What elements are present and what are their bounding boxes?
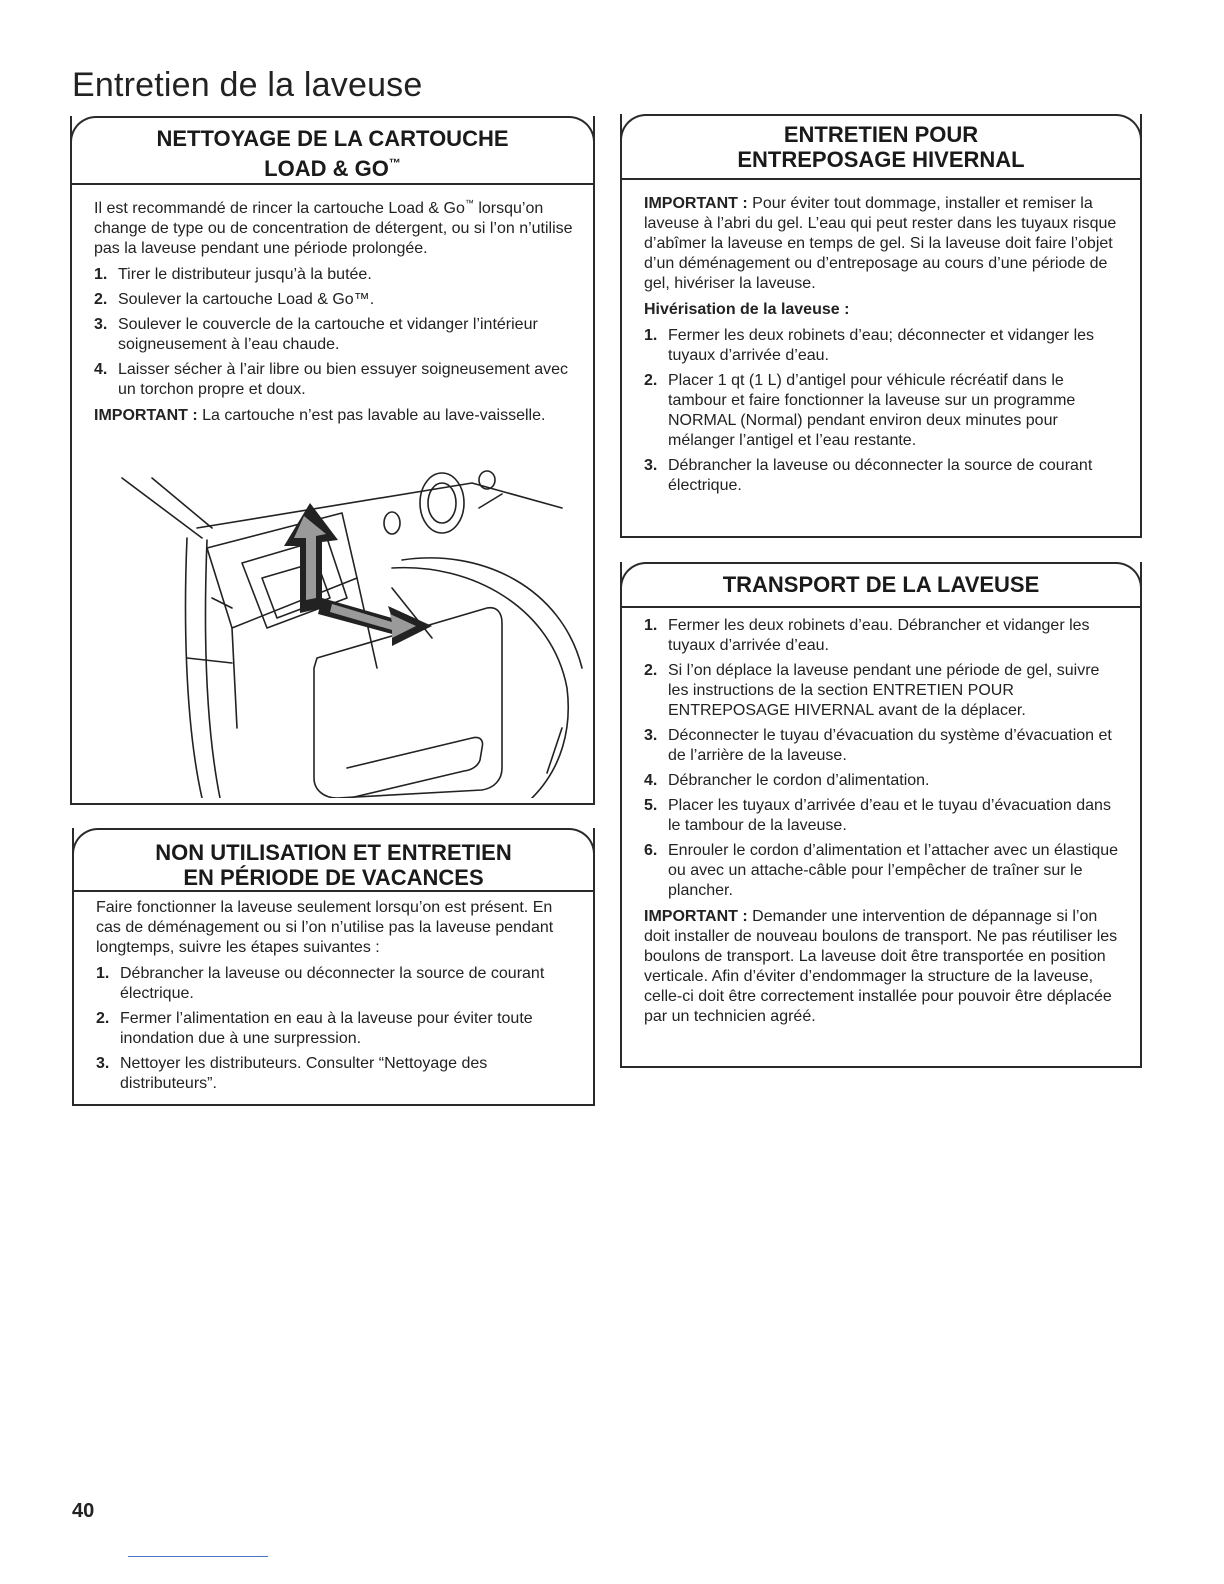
list-item: 6. Enrouler le cordon d’alimentation et l’attacher avec un élastique ou avec un attache-câble pour l’empêcher de traîner sur le plancher. [644,842,1119,899]
list-item: 3. Nettoyer les distributeurs. Consulter “Nettoyage des distributeurs”. [96,1055,488,1092]
heading-line-1: ENTRETIEN POUR [783,122,979,147]
section-body [622,194,1140,502]
section-body [622,616,1140,1033]
divider [128,1556,268,1557]
list-item: 4. Laisser sécher à l’air libre ou bien essuyer soigneusement avec un torchon propre et doux. [94,361,569,398]
heading-line-1: NON UTILISATION ET ENTRETIEN [155,840,512,865]
section-body [72,193,593,432]
heading-line-2: LOAD & GO™ [264,156,401,181]
section-heading [622,122,1140,180]
steps-list [644,326,1122,496]
intro-paragraph: Il est recommandé de rincer la cartouche Load & Go™ lorsqu’on change de type ou de concentration de détergent, ou si l’on n’utilise pas la laveuse pendant une période prolongée. [94,198,573,257]
section-heading [74,840,593,892]
heading-line-1: NETTOYAGE DE LA CARTOUCHE [156,126,509,151]
list-item: 2. Fermer l’alimentation en eau à la laveuse pour éviter toute inondation due à une surpression. [96,1010,533,1047]
list-item: 1. Fermer les deux robinets d’eau; déconnecter et vidanger les tuyaux d’arrivée d’eau. [644,327,1095,364]
section-heading [72,126,593,185]
important-note: IMPORTANT : Pour éviter tout dommage, installer et remiser la laveuse à l’abri du gel. L’eau qui peut rester dans les tuyaux risque d’abîmer la laveuse en temps de gel. Si la laveuse doit faire l’objet d’un déménagement ou d’entreposage au cours d’une période de gel, hivériser la laveuse. [644,195,1117,292]
intro-paragraph: Faire fonctionner la laveuse seulement lorsqu’on est présent. En cas de déménagement ou si l’on n’utilise pas la laveuse pendant longtemps, suivre les étapes suivantes : [96,899,554,956]
section-heading [622,572,1140,608]
list-item: 2. Soulever la cartouche Load & Go™. [94,291,375,308]
important-note: IMPORTANT : Demander une intervention de dépannage si l’on doit installer de nouveau boulons de transport. Ne pas réutiliser les boulons de transport. La laveuse doit être transportée en position verticale. Afin d’éviter d’endommager la structure de la laveuse, celle-ci doit être correctement installée pour pouvoir être déplacée par un technicien agréé. [644,908,1118,1025]
list-item: 2. Si l’on déplace la laveuse pendant une période de gel, suivre les instructions de la section ENTRETIEN POUR ENTREPOSAGE HIVERNAL avant de la déplacer. [644,662,1100,719]
list-item: 4. Débrancher le cordon d’alimentation. [644,772,930,789]
list-item: 1. Débrancher la laveuse ou déconnecter la source de courant électrique. [96,965,545,1002]
trademark-symbol: ™ [388,156,401,170]
list-item: 5. Placer les tuyaux d’arrivée d’eau et le tuyau d’évacuation dans le tambour de la laveuse. [644,797,1111,834]
section-body [74,898,593,1100]
list-item: 1. Tirer le distributeur jusqu’à la butée. [94,266,372,283]
page-title: Entretien de la laveuse [72,66,423,104]
heading-line-1: TRANSPORT DE LA LAVEUSE [722,572,1040,597]
transport-section [620,562,1142,1068]
list-item: 1. Fermer les deux robinets d’eau. Débrancher et vidanger les tuyaux d’arrivée d’eau. [644,617,1090,654]
heading-line-2: ENTREPOSAGE HIVERNAL [737,147,1025,172]
steps-list [94,265,575,400]
page-number: 40 [72,1500,95,1522]
heading-line-2: EN PÉRIODE DE VACANCES [183,865,484,890]
steps-list [644,616,1122,901]
list-item: 3. Débrancher la laveuse ou déconnecter la source de courant électrique. [644,457,1093,494]
vacation-section [72,828,595,1106]
steps-list [96,964,575,1094]
subheading: Hivérisation de la laveuse : [644,301,850,318]
dispenser-illustration [92,468,592,798]
winter-storage-section [620,114,1142,538]
list-item: 2. Placer 1 qt (1 L) d’antigel pour véhicule récréatif dans le tambour et faire fonctionner la laveuse sur un programme NORMAL (Normal) pendant environ deux minutes pour mélanger l’antigel et l’eau restante. [644,372,1076,449]
list-item: 3. Déconnecter le tuyau d’évacuation du système d’évacuation et de l’arrière de la laveuse. [644,727,1112,764]
important-note: IMPORTANT : La cartouche n’est pas lavable au lave-vaisselle. [94,407,546,424]
cartridge-cleaning-section [70,116,595,805]
list-item: 3. Soulever le couvercle de la cartouche et vidanger l’intérieur soigneusement à l’eau chaude. [94,316,538,353]
